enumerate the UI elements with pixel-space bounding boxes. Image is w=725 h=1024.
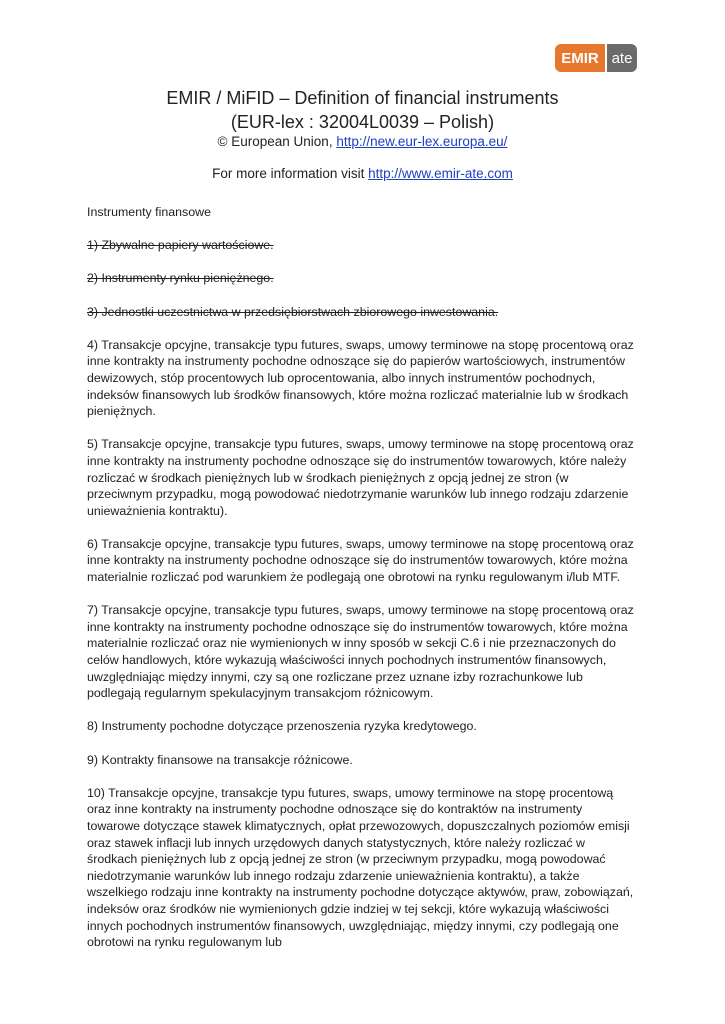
list-item: 2) Instrumenty rynku pieniężnego.: [87, 271, 274, 286]
info-line: [0, 166, 725, 181]
copyright-line: [0, 134, 725, 149]
emir-ate-link[interactable]: http://www.emir-ate.com: [368, 166, 513, 181]
document-title: [0, 86, 725, 134]
eur-lex-link[interactable]: http://new.eur-lex.europa.eu/: [336, 134, 508, 149]
list-item: 4) Transakcje opcyjne, transakcje typu futures, swaps, umowy terminowe na stopę procentową oraz inne kontrakty na instrumenty pochodne odnoszące się do papierów wartościowych, instrumentów dewizowych, stóp procentowych lub oprocentowania, albo innych instrumentów pochodnych, indeksów finansowych lub środków finansowych, które można rozliczać materialnie lub w środkach pieniężnych.: [87, 337, 634, 419]
emir-ate-logo: [555, 44, 637, 72]
list-item: 5) Transakcje opcyjne, transakcje typu futures, swaps, umowy terminowe na stopę procentową oraz inne kontrakty na instrumenty pochodne odnoszące się do instrumentów towarowych, które należy rozliczać w środkach pieniężnych lub w środkach pieniężnych z opcją jednej ze stron (w przeciwnym przypadku, mogą powodować niedotrzymanie warunków lub innego rodzaju zdarzenie unieważnienia kontraktu).: [87, 437, 634, 518]
document-body: [87, 204, 637, 967]
info-text: For more information visit: [212, 166, 369, 181]
title-line-2: (EUR-lex : 32004L0039 – Polish): [230, 112, 495, 132]
list-item: 6) Transakcje opcyjne, transakcje typu futures, swaps, umowy terminowe na stopę procentową oraz inne kontrakty na instrumenty pochodne odnoszące się do instrumentów towarowych, które można materialnie rozliczać pod warunkiem że podlegają one obrotowi na rynku regulowanym i/lub MTF.: [87, 536, 634, 585]
list-item: 1) Zbywalne papiery wartościowe.: [87, 238, 274, 253]
title-line-1: EMIR / MiFID – Definition of financial instruments: [166, 88, 559, 108]
list-item: 7) Transakcje opcyjne, transakcje typu futures, swaps, umowy terminowe na stopę procentową oraz inne kontrakty na instrumenty pochodne odnoszące się do instrumentów towarowych, które można materialnie rozliczać oraz nie wymienionych w inny sposób w sekcji C.6 i nie przeznaczonych do celów handlowych, które wykazują właściwości innych pochodnych instrumentów finansowych, uwzględniając między innymi, czy są one rozliczane przez uznane izby rozrachunkowe lub podlegają regularnym spekulacyjnym transakcjom różnicowym.: [87, 603, 634, 701]
logo-emir-text: EMIR: [555, 44, 605, 72]
logo-ate-text: ate: [605, 44, 637, 72]
list-item: 8) Instrumenty pochodne dotyczące przenoszenia ryzyka kredytowego.: [87, 719, 477, 734]
list-item: 3) Jednostki uczestnictwa w przedsiębiorstwach zbiorowego inwestowania.: [87, 304, 499, 319]
copyright-text: © European Union,: [217, 134, 337, 149]
list-item: 10) Transakcje opcyjne, transakcje typu futures, swaps, umowy terminowe na stopę procentową oraz inne kontrakty na instrumenty pochodne odnoszące się do kontraktów na instrumenty towarowe dotyczące stawek klimatycznych, opłat przewozowych, dopuszczalnych poziomów emisji oraz stawek inflacji lub innych urzędowych danych statystycznych, które należy rozliczać w środkach pieniężnych lub z opcją jednej ze stron (w przeciwnym przypadku, mogą powodować niedotrzymanie warunków lub innego rodzaju zdarzenie unieważnienia kontraktu), a także wszelkiego rodzaju inne kontrakty na instrumenty pochodne dotyczące aktywów, praw, zobowiązań, indeksów oraz środków nie wymienionych gdzie indziej w tej sekcji, które wykazują właściwości innych pochodnych instrumentów finansowych, uwzględniając, między innymi, czy podlegają one obrotowi na rynku regulowanym lub: [87, 785, 634, 950]
section-heading: Instrumenty finansowe: [87, 205, 211, 219]
list-item: 9) Kontrakty finansowe na transakcje różnicowe.: [87, 752, 353, 767]
